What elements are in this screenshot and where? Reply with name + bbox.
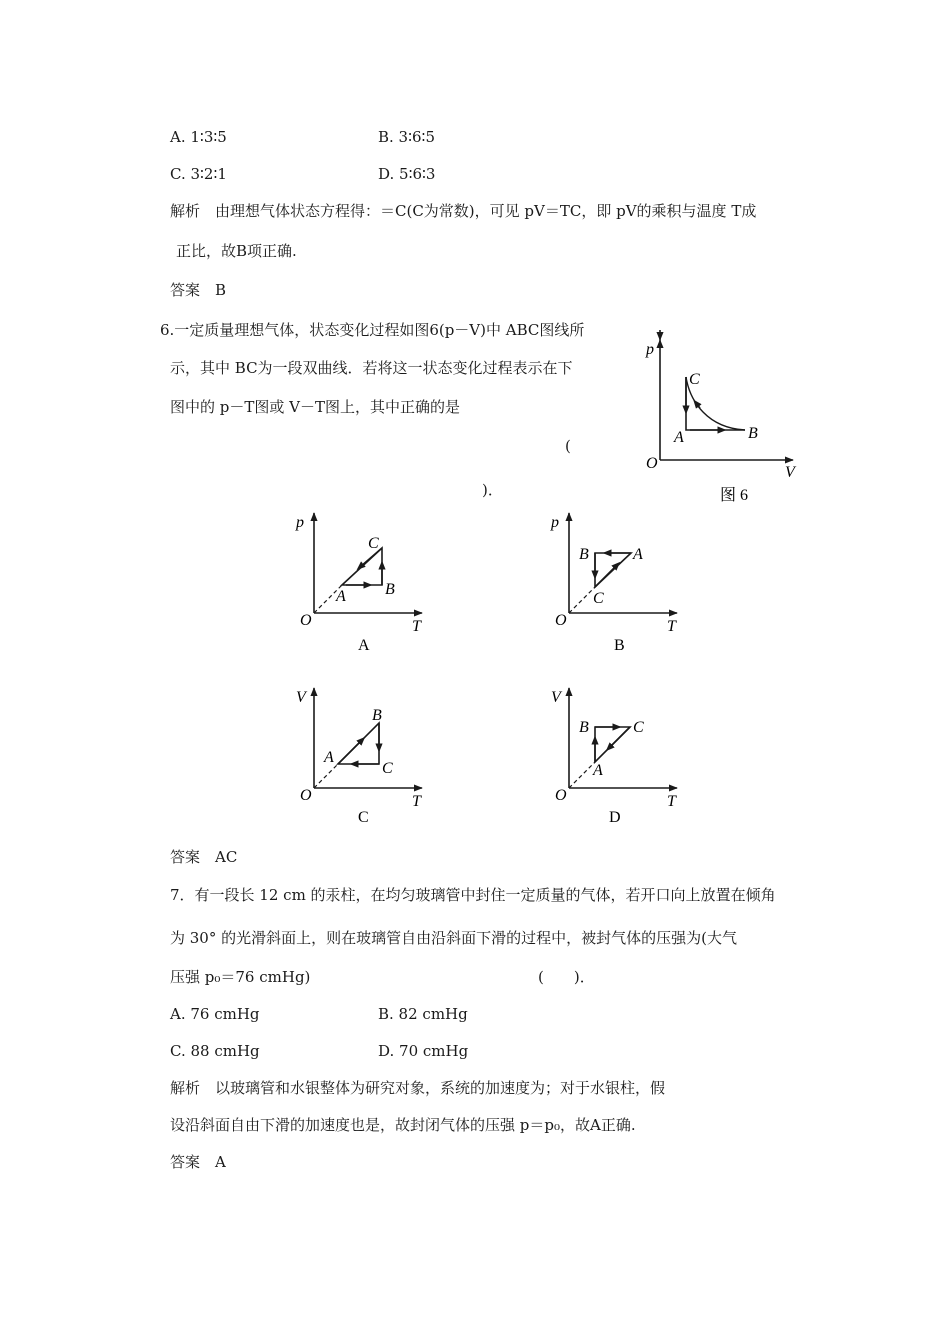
q7-answer: 答案 A xyxy=(170,1153,226,1171)
fig6-caption: 图 6 xyxy=(720,487,749,504)
q7-option-b: B. 82 cmHg xyxy=(378,1005,468,1023)
graph-c-vt xyxy=(290,680,440,830)
graph-d-origin: O xyxy=(555,787,567,804)
graph-d-point-c: C xyxy=(633,719,644,736)
graph-b-caption: B xyxy=(614,637,625,654)
graph-a-point-b: B xyxy=(385,581,395,598)
q7-option-d: D. 70 cmHg xyxy=(378,1042,469,1060)
q5-analysis-line-2: 正比，故B项正确. xyxy=(176,242,297,260)
graph-d-vt xyxy=(545,680,695,830)
q5-answer: 答案 B xyxy=(170,281,227,299)
graph-c-point-b: B xyxy=(372,707,382,724)
graph-c-caption: C xyxy=(358,809,369,826)
figure-6-pv-graph xyxy=(630,330,810,510)
graph-a-axis-x: T xyxy=(412,618,421,635)
q6-paren-open: ( xyxy=(565,437,571,455)
graph-b-axis-x: T xyxy=(667,618,676,635)
fig6-point-c: C xyxy=(689,371,700,388)
q7-stem-line-2: 为 30° 的光滑斜面上，则在玻璃管自由沿斜面下滑的过程中，被封气体的压强为(大气 xyxy=(170,929,737,947)
q7-option-c: C. 88 cmHg xyxy=(170,1042,260,1060)
q6-stem-line-1: 6.一定质量理想气体，状态变化过程如图6(p－V)中 ABC图线所 xyxy=(160,321,585,339)
graph-b-point-c: C xyxy=(593,590,604,607)
q7-stem-line-3: 压强 p₀＝76 cmHg) xyxy=(170,968,311,986)
graph-d-caption: D xyxy=(609,809,621,826)
graph-a-origin: O xyxy=(300,612,312,629)
q6-answer: 答案 AC xyxy=(170,848,238,866)
graph-a-point-c: C xyxy=(368,535,379,552)
graph-b-pt xyxy=(545,505,695,655)
q6-stem-line-2: 示，其中 BC为一段双曲线．若将这一状态变化过程表示在下 xyxy=(170,359,573,377)
graph-c-origin: O xyxy=(300,787,312,804)
graph-a-axis-y: p xyxy=(296,514,304,531)
graph-d-axis-x: T xyxy=(667,793,676,810)
q7-paren: ( )． xyxy=(538,968,595,986)
q5-option-b: B. 3∶6∶5 xyxy=(378,128,435,146)
q6-paren-close: )． xyxy=(482,481,503,499)
q7-analysis-line-2: 设沿斜面自由下滑的加速度也是，故封闭气体的压强 p＝p₀，故A正确. xyxy=(170,1116,636,1134)
fig6-axis-y-label: p xyxy=(646,341,654,358)
graph-c-point-c: C xyxy=(382,760,393,777)
q5-analysis-line-1: 解析 由理想气体状态方程得：＝C(C为常数)，可见 pV＝TC，即 pV的乘积与温度 T成 xyxy=(170,202,757,220)
q6-stem-line-3: 图中的 p－T图或 V－T图上，其中正确的是 xyxy=(170,398,460,416)
q5-option-c: C. 3∶2∶1 xyxy=(170,165,227,183)
q7-analysis-line-1: 解析 以玻璃管和水银整体为研究对象，系统的加速度为；对于水银柱，假 xyxy=(170,1079,666,1097)
q7-option-a: A. 76 cmHg xyxy=(170,1005,260,1023)
graph-b-origin: O xyxy=(555,612,567,629)
graph-c-axis-x: T xyxy=(412,793,421,810)
graph-b-axis-y: p xyxy=(551,514,559,531)
q5-option-d: D. 5∶6∶3 xyxy=(378,165,436,183)
fig6-point-a: A xyxy=(674,429,684,446)
fig6-point-b: B xyxy=(748,425,758,442)
graph-d-point-b: B xyxy=(579,719,589,736)
graph-c-axis-y: V xyxy=(296,689,306,706)
graph-b-point-a: A xyxy=(633,546,643,563)
graph-a-point-a: A xyxy=(336,588,346,605)
q7-stem-line-1: 7．有一段长 12 cm 的汞柱，在均匀玻璃管中封住一定质量的气体，若开口向上放置在倾角 xyxy=(170,886,776,904)
graph-d-axis-y: V xyxy=(551,689,561,706)
graph-b-point-b: B xyxy=(579,546,589,563)
graph-d-point-a: A xyxy=(593,762,603,779)
graph-c-point-a: A xyxy=(324,749,334,766)
fig6-origin-label: O xyxy=(646,455,658,472)
graph-a-pt xyxy=(290,505,440,655)
q5-option-a: A. 1∶3∶5 xyxy=(170,128,227,146)
fig6-axis-x-label: V xyxy=(785,464,795,481)
graph-a-caption: A xyxy=(358,637,370,654)
